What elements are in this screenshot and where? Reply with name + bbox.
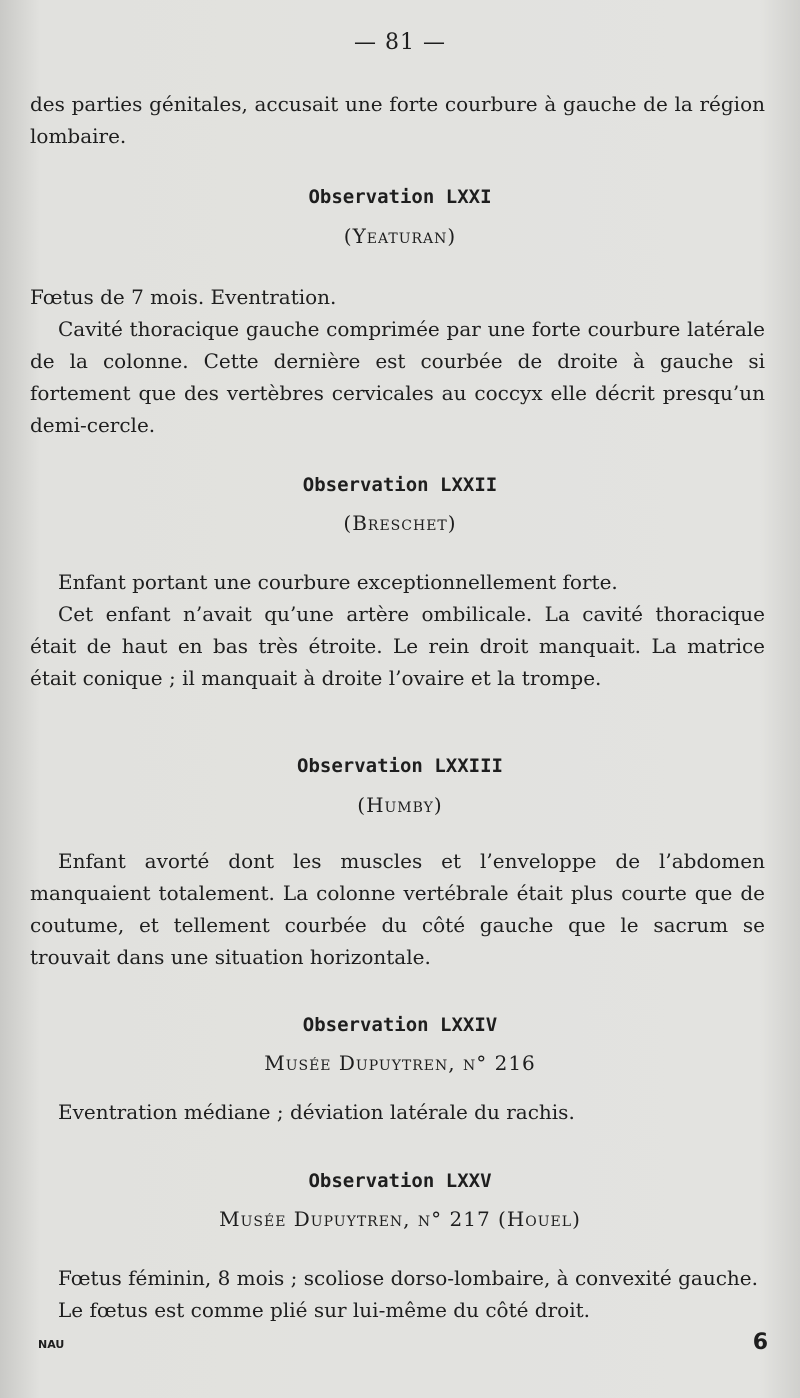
paragraph: Eventration médiane ; déviation latérale du rachis.: [58, 1100, 575, 1124]
observation-title: Observation LXXV: [308, 1170, 492, 1192]
observation-source: (Breschet): [343, 511, 457, 535]
observation-source: (Humby): [357, 793, 443, 817]
paragraph: Cet enfant n’avait qu’une artère ombilicale. La cavité thoracique était de haut en bas très étroite. Le rein droit manquait. La matrice était conique ; il manquait à droite l’ovaire et la trompe.: [30, 602, 765, 690]
observation-source: Musée Dupuytren, n° 216: [264, 1051, 536, 1075]
observation-title: Observation LXXI: [308, 186, 492, 208]
observation-source: (Yeaturan): [343, 224, 457, 248]
observation-title: Observation LXXII: [302, 474, 498, 496]
paragraph: Fœtus de 7 mois. Eventration.: [30, 285, 337, 309]
observation-body: [30, 1262, 765, 1326]
observation-body: [30, 566, 765, 694]
observation-title: Observation LXXIII: [297, 755, 503, 777]
observation-body: [30, 281, 765, 441]
printer-mark: NAU: [38, 1338, 65, 1351]
paragraph: Cavité thoracique gauche comprimée par une forte courbure latérale de la colonne. Cette dernière est courbée de droite à gauche si fortement que des vertèbres cervicales au coccyx elle décrit presqu’un demi-cercle.: [30, 317, 765, 437]
paragraph: Enfant portant une courbure exceptionnellement forte.: [58, 570, 618, 594]
paragraph: Le fœtus est comme plié sur lui-même du côté droit.: [58, 1298, 591, 1322]
paragraph: Fœtus féminin, 8 mois ; scoliose dorso-lombaire, à convexité gauche.: [58, 1266, 758, 1290]
paragraph: Enfant avorté dont les muscles et l’enveloppe de l’abdomen manquaient totalement. La colonne vertébrale était plus courte que de coutume, et tellement courbée du côté gauche que le sacrum se trouvait dans une situation horizontale.: [30, 849, 765, 969]
paragraph: des parties génitales, accusait une forte courbure à gauche de la région lombaire.: [30, 92, 765, 148]
signature-number: 6: [752, 1330, 768, 1355]
page-number: — 81 —: [354, 30, 446, 55]
observation-title: Observation LXXIV: [302, 1014, 498, 1036]
observation-source: Musée Dupuytren, n° 217 (Houel): [219, 1207, 581, 1231]
observation-body: [30, 1096, 765, 1128]
observation-body: [30, 845, 765, 973]
intro-text: [30, 88, 765, 152]
